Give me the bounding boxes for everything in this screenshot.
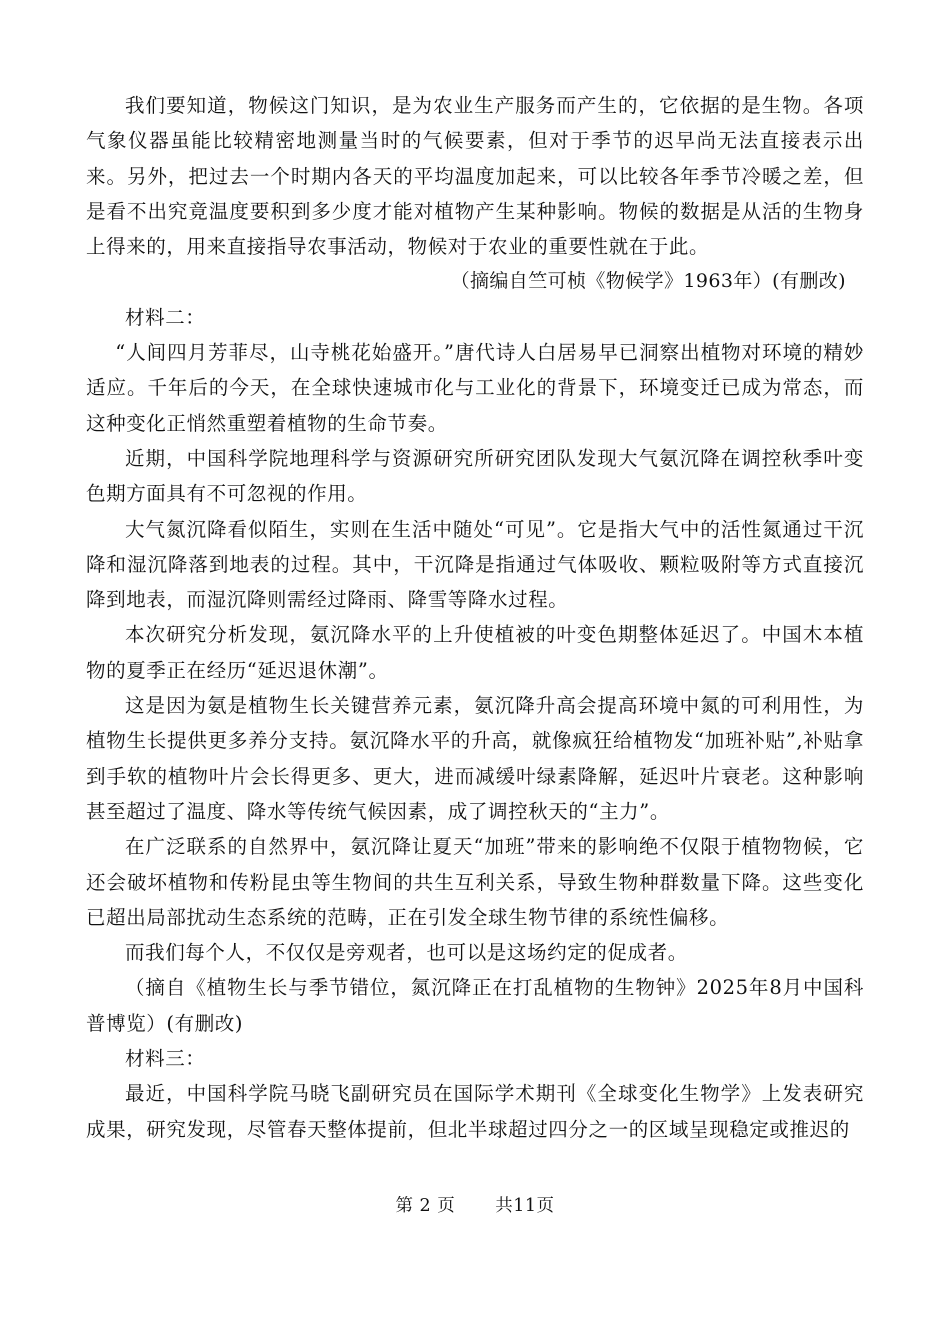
material-three-label: 材料三： <box>125 1047 206 1071</box>
material-two-paragraph-7: 而我们每个人，不仅仅是旁观者，也可以是这场约定的促成者。 <box>125 941 688 965</box>
material-two-paragraph-2: 近期，中国科学院地理科学与资源研究所研究团队发现大气氨沉降在调控秋季叶变色期方面具有不可忽视的作用。 <box>86 446 864 506</box>
material-two-paragraph-3: 大气氮沉降看似陌生，实则在生活中随处“可见”。它是指大气中的活性氮通过干沉降和湿沉降落到地表的过程。其中，干沉降是指通过气体吸收、颗粒吸附等方式直接沉降到地表，而湿沉降则需经过降雨、降雪等降水过程。 <box>86 517 864 612</box>
page-total: 共11页 <box>495 1196 555 1216</box>
material-two-paragraph-5: 这是因为氨是植物生长关键营养元素，氨沉降升高会提高环境中氮的可利用性，为植物生长提供更多养分支持。氨沉降水平的升高，就像疯狂给植物发“加班补贴”,补贴拿到手软的植物叶片会长得更多、更大，进而减缓叶绿素降解，延迟叶片衰老。这种影响甚至超过了温度、降水等传统气候因素，成了调控秋天的“主力”。 <box>86 694 864 823</box>
material-two-paragraph-4: 本次研究分析发现，氨沉降水平的上升使植被的叶变色期整体延迟了。中国木本植物的夏季正在经历“延迟退休潮”。 <box>86 623 864 682</box>
material-two-paragraph-1: “人间四月芳菲尽，山寺桃花始盛开。”唐代诗人白居易早已洞察出植物对环境的精妙适应。千年后的今天，在全球快速城市化与工业化的背景下，环境变迁已成为常态，而这种变化正悄然重塑着植物的生命节奏。 <box>86 341 864 435</box>
material-three-paragraph: 最近，中国科学院马晓飞副研究员在国际学术期刊《全球变化生物学》上发表研究成果，研究发现，尽管春天整体提前，但北半球超过四分之一的区域呈现稳定或推迟的 <box>86 1082 864 1141</box>
page-footer <box>0 1192 950 1220</box>
page-number: 第 2 页 <box>395 1196 456 1216</box>
material-one-source: （摘编自竺可桢《物候学》1963年）(有删改) <box>450 270 846 293</box>
material-two-paragraph-6: 在广泛联系的自然界中，氨沉降让夏天“加班”带来的影响绝不仅限于植物物候，它还会破坏植物和传粉昆虫等生物间的共生互利关系，导致生物种群数量下降。这些变化已超出局部扰动生态系统的范畴，正在引发全球生物节律的系统性偏移。 <box>86 835 864 929</box>
document-page <box>86 88 864 1147</box>
material-two-label: 材料二： <box>125 305 206 329</box>
material-one-paragraph: 我们要知道，物候这门知识，是为农业生产服务而产生的，它依据的是生物。各项气象仪器虽能比较精密地测量当时的气候要素，但对于季节的迟早尚无法直接表示出来。另外，把过去一个时期内各天的平均温度加起来，可以比较各年季节冷暖之差，但是看不出究竟温度要积到多少度才能对植物产生某种影响。物候的数据是从活的生物身上得来的，用来直接指导农事活动，物候对于农业的重要性就在于此。 <box>86 94 864 259</box>
material-two-source: （摘自《植物生长与季节错位，氮沉降正在打乱植物的生物钟》2025年8月中国科普博览）(有删改) <box>86 976 864 1035</box>
